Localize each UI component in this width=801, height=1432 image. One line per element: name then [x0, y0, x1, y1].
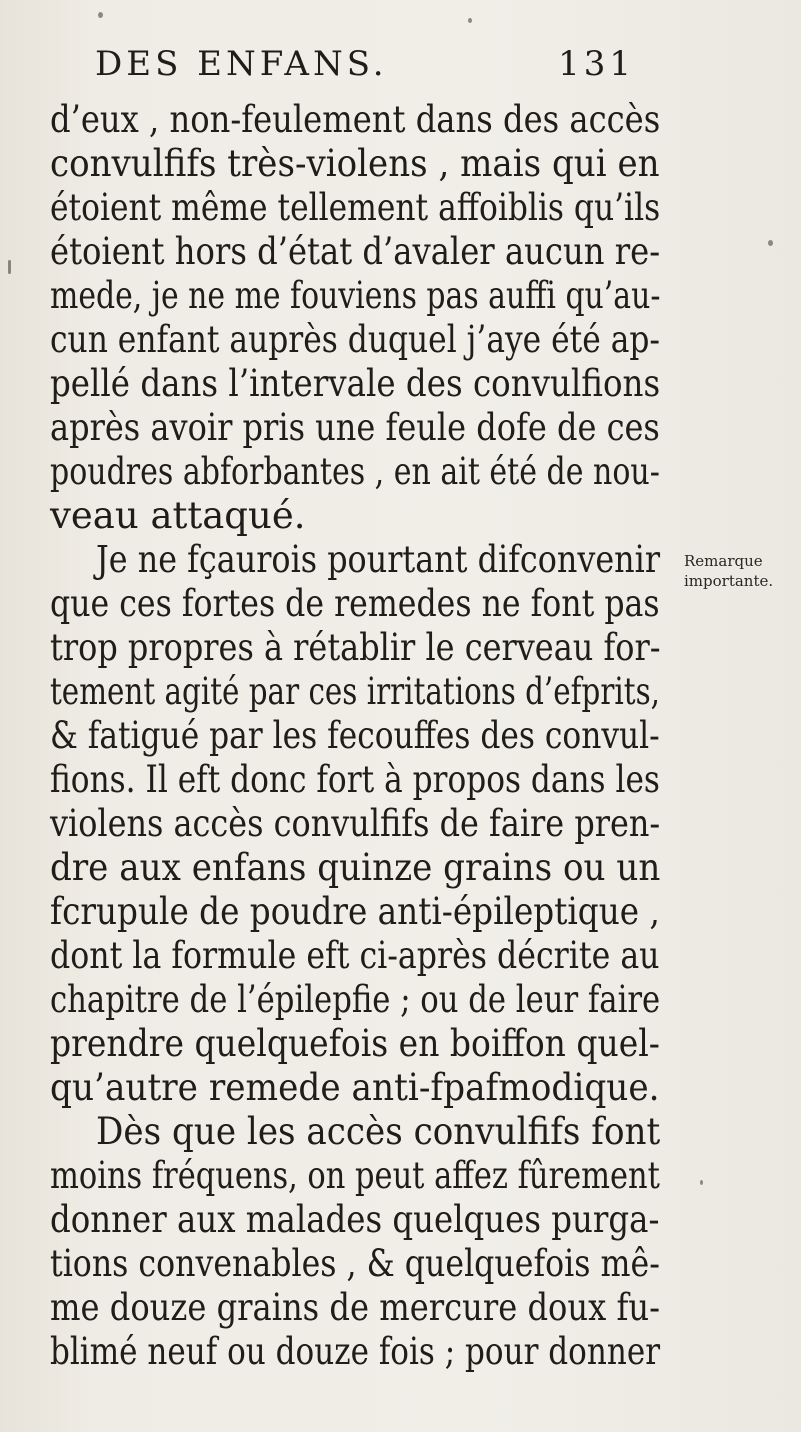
text-line: que ces fortes de remedes ne font pas: [50, 582, 660, 625]
paper-speck: [700, 1180, 703, 1185]
text-line: cun enfant auprès duquel j’aye été ap-: [50, 318, 660, 361]
text-line: fcrupule de poudre anti-épileptique ,: [50, 890, 660, 933]
text-line: tement agité par ces irritations d’efprits,: [50, 670, 661, 713]
text-line: fions. Il eft donc fort à propos dans les: [50, 758, 660, 801]
text-line: étoient même tellement affoiblis qu’ils: [50, 186, 661, 229]
paper-speck: [98, 12, 103, 18]
text-line: prendre quelquefois en boiffon quel-: [50, 1022, 660, 1065]
text-line: trop propres à rétablir le cerveau for-: [50, 626, 661, 669]
text-line: Dès que les accès convulfifs font: [96, 1110, 661, 1153]
text-line: après avoir pris une feule dofe de ces: [50, 406, 660, 449]
paper-speck: [468, 18, 472, 23]
text-line: blimé neuf ou douze fois ; pour donner: [50, 1330, 661, 1373]
text-line: convulfifs très-violens , mais qui en: [50, 142, 660, 185]
paper-speck: [768, 240, 773, 246]
text-line: & fatigué par les fecouffes des convul-: [50, 714, 660, 757]
text-line: violens accès convulfifs de faire pren-: [50, 802, 661, 845]
running-title: DES ENFANS.: [95, 44, 388, 84]
text-line: tions convenables , & quelquefois mê-: [50, 1242, 660, 1285]
text-line: d’eux , non-feulement dans des accès: [50, 98, 661, 141]
margin-note-line2: importante.: [684, 572, 774, 590]
text-line: dre aux enfans quinze grains ou un: [50, 846, 661, 889]
text-line: mede, je ne me fouviens pas auffi qu’au-: [50, 274, 661, 317]
text-line: chapitre de l’épilepfie ; ou de leur faire: [50, 978, 661, 1021]
text-line: dont la formule eft ci-après décrite au: [50, 934, 660, 977]
page-number: 131: [558, 44, 635, 84]
text-line: qu’autre remede anti-fpafmodique.: [50, 1066, 660, 1109]
text-line: moins fréquens, on peut affez fûrement: [50, 1154, 660, 1197]
text-line: poudres abforbantes , en ait été de nou-: [50, 450, 660, 493]
text-line: Je ne fçaurois pourtant difconvenir: [96, 538, 661, 581]
paper-speck: [8, 260, 11, 274]
text-line: donner aux malades quelques purga-: [50, 1198, 660, 1241]
text-line: me douze grains de mercure doux fu-: [50, 1286, 660, 1329]
text-line: étoient hors d’état d’avaler aucun re-: [50, 230, 661, 273]
text-line: veau attaqué.: [50, 494, 306, 537]
text-line: pellé dans l’intervale des convulfions: [50, 362, 661, 405]
margin-note-line1: Remarque: [684, 552, 763, 570]
